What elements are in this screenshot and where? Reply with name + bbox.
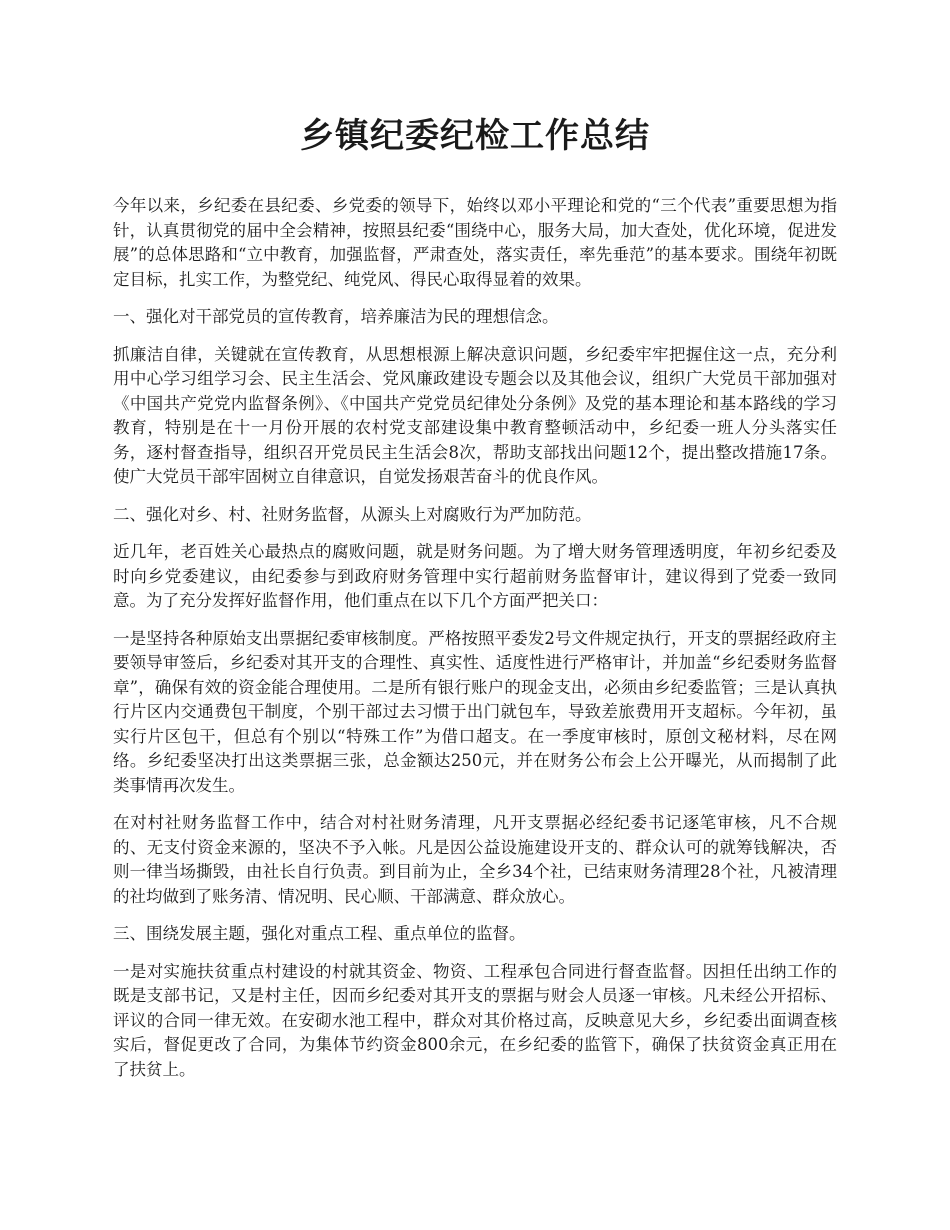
paragraph-intro: 今年以来，乡纪委在县纪委、乡党委的领导下，始终以邓小平理论和党的“三个代表”重要思想为指针，认真贯彻党的届中全会精神，按照县纪委“围绕中心，服务大局，加大查处，优化环境，促进发展”的总体思路和“立中教育，加强监督，严肃查处，落实责任，率先垂范”的基本要求。围绕年初既定目标，扎实工作，为整党纪、纯党风、得民心取得显着的效果。 bbox=[113, 196, 837, 289]
document-title: 乡镇纪委纪检工作总结 bbox=[300, 116, 650, 156]
paragraph-finance-measures: 一是坚持各种原始支出票据纪委审核制度。严格按照平委发2号文件规定执行，开支的票据经政府主要领导审签后，乡纪委对其开支的合理性、真实性、适度性进行严格审计，并加盖“乡纪委财务监督章”，确保有效的资金能合理使用。二是所有银行账户的现金支出，必须由乡纪委监管；三是认真执行片区内交通费包干制度，个别干部过去习惯于出门就包车，导致差旅费用开支超标。今年初，虽实行片区包干，但总有个别以“特殊工作”为借口超支。在一季度审核时，原创文秘材料，尽在网络。乡纪委坚决打出这类票据三张，总金额达250元，并在财务公布会上公开曝光，从而揭制了此类事情再次发生。 bbox=[113, 628, 837, 795]
section-heading-3: 三、围绕发展主题，强化对重点工程、重点单位的监督。 bbox=[113, 924, 526, 943]
section-heading-1: 一、强化对干部党员的宣传教育，培养廉洁为民的理想信念。 bbox=[113, 307, 559, 326]
paragraph-finance-intro: 近几年，老百姓关心最热点的腐败问题，就是财务问题。为了增大财务管理透明度，年初乡纪委及时向乡党委建议，由纪委参与到政府财务管理中实行超前财务监督审计，建议得到了党委一致同意。为了充分发挥好监督作用，他们重点在以下几个方面严把关口： bbox=[113, 542, 837, 610]
paragraph-education: 抓廉洁自律，关键就在宣传教育，从思想根源上解决意识问题，乡纪委牢牢把握住这一点，充分利用中心学习组学习会、民主生活会、党风廉政建设专题会以及其他会议，组织广大党员干部加强对《中国共产党党内监督条例》、《中国共产党党员纪律处分条例》及党的基本理论和基本路线的学习教育，特别是在十一月份开展的农村党支部建设集中教育整顿活动中，乡纪委一班人分头落实任务，逐村督查指导，组织召开党员民主生活会8次，帮助支部找出问题12个，提出整改措施17条。使广大党员干部牢固树立自律意识，自觉发扬艰苦奋斗的优良作风。 bbox=[113, 344, 837, 486]
paragraph-key-projects: 一是对实施扶贫重点村建设的村就其资金、物资、工程承包合同进行督查监督。因担任出纳工作的既是支部书记，又是村主任，因而乡纪委对其开支的票据与财会人员逐一审核。凡未经公开招标、评议的合同一律无效。在安砌水池工程中，群众对其价格过高，反映意见大乡，乡纪委出面调查核实后，督促更改了合同，为集体节约资金800余元，在乡纪委的监管下，确保了扶贫资金真正用在了扶贫上。 bbox=[113, 961, 837, 1079]
paragraph-village-finance: 在对村社财务监督工作中，结合对村社财务清理，凡开支票据必经纪委书记逐笔审核，凡不合规的、无支付资金来源的，坚决不予入帐。凡是因公益设施建设开支的、群众认可的就筹钱解决，否则一律当场撕毁，由社长自行负责。到目前为止，全乡34个社，已结束财务清理28个社，凡被清理的社均做到了账务清、情况明、民心顺、干部满意、群众放心。 bbox=[113, 813, 837, 906]
section-heading-2: 二、强化对乡、村、社财务监督，从源头上对腐败行为严加防范。 bbox=[113, 504, 592, 524]
